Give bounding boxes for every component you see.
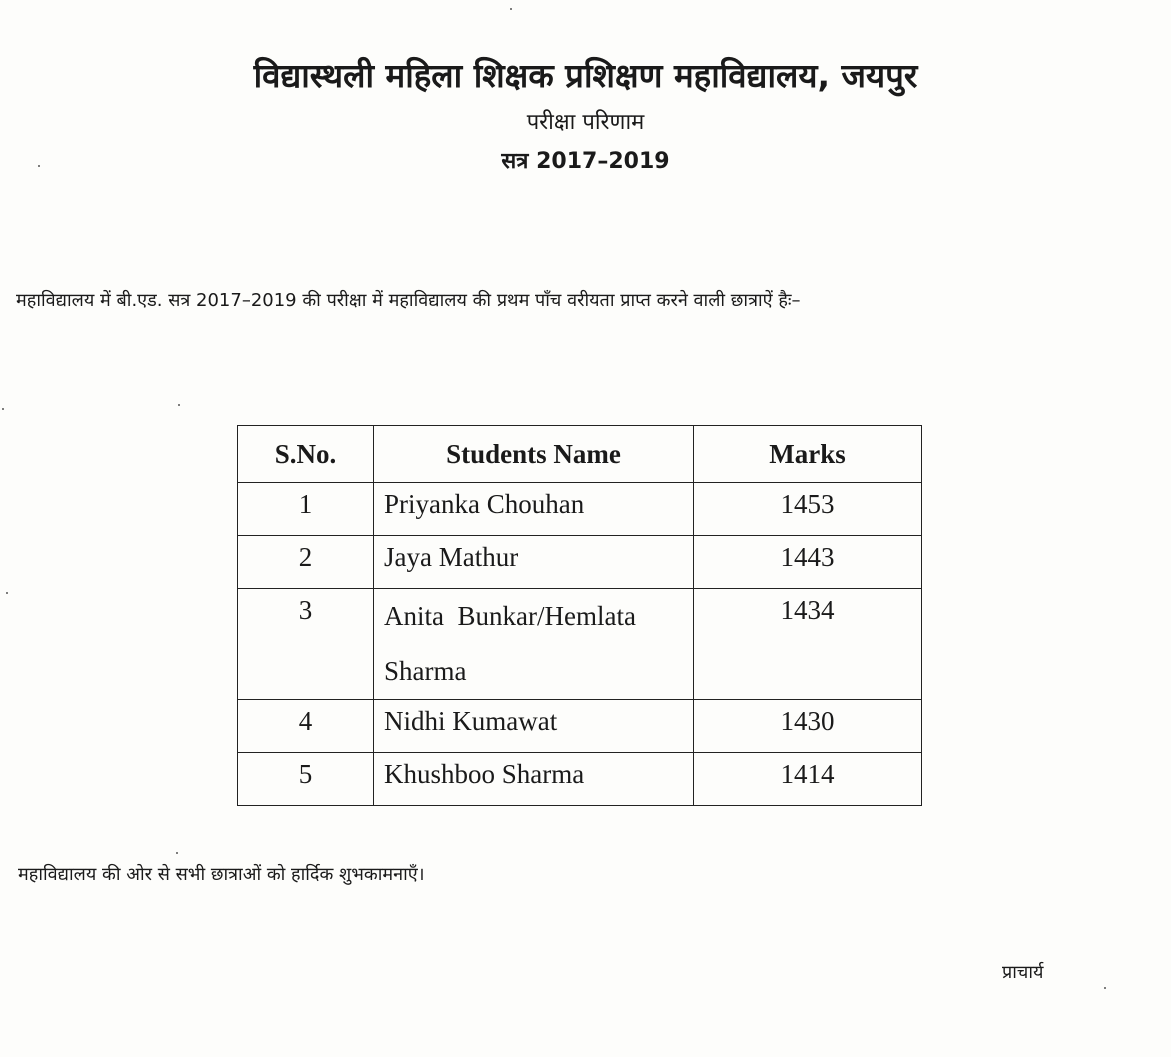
serial-number: 1 [238, 483, 374, 536]
student-name: Khushboo Sharma [374, 753, 694, 806]
table-row [238, 589, 922, 700]
student-name: Priyanka Chouhan [374, 483, 694, 536]
principal-signature-label: प्राचार्य [1002, 962, 1044, 983]
table-row [238, 536, 922, 589]
column-header-name: Students Name [374, 426, 694, 483]
results-table [237, 425, 922, 806]
scan-speck [176, 852, 178, 854]
student-marks: 1430 [694, 700, 922, 753]
column-header-sno: S.No. [238, 426, 374, 483]
scan-speck [178, 404, 180, 406]
serial-number: 2 [238, 536, 374, 589]
column-header-marks: Marks [694, 426, 922, 483]
session-heading: सत्र 2017–2019 [501, 149, 670, 174]
serial-number: 4 [238, 700, 374, 753]
student-marks: 1453 [694, 483, 922, 536]
college-title: विद्यास्थली महिला शिक्षक प्रशिक्षण महाविद्यालय, जयपुर [253, 56, 918, 95]
intro-paragraph: महाविद्यालय में बी.एड. सत्र 2017–2019 की परीक्षा में महाविद्यालय की प्रथम पाँच वरीयता प्राप्त करने वाली छात्राऐं हैः– [16, 290, 801, 311]
student-name: Jaya Mathur [374, 536, 694, 589]
table-header-row [238, 426, 922, 483]
scan-speck [1104, 987, 1106, 989]
scan-speck [6, 592, 8, 594]
student-marks: 1434 [694, 589, 922, 700]
closing-wishes: महाविद्यालय की ओर से सभी छात्राओं को हार्दिक शुभकामनाएँ। [18, 864, 425, 885]
scan-speck [2, 408, 4, 410]
serial-number: 3 [238, 589, 374, 700]
student-marks: 1414 [694, 753, 922, 806]
table-row [238, 700, 922, 753]
table-row [238, 753, 922, 806]
student-name: Anita Bunkar/Hemlata Sharma [374, 589, 694, 700]
student-marks: 1443 [694, 536, 922, 589]
scan-speck [510, 8, 512, 10]
result-heading: परीक्षा परिणाम [526, 110, 645, 135]
student-name: Nidhi Kumawat [374, 700, 694, 753]
serial-number: 5 [238, 753, 374, 806]
table-row [238, 483, 922, 536]
